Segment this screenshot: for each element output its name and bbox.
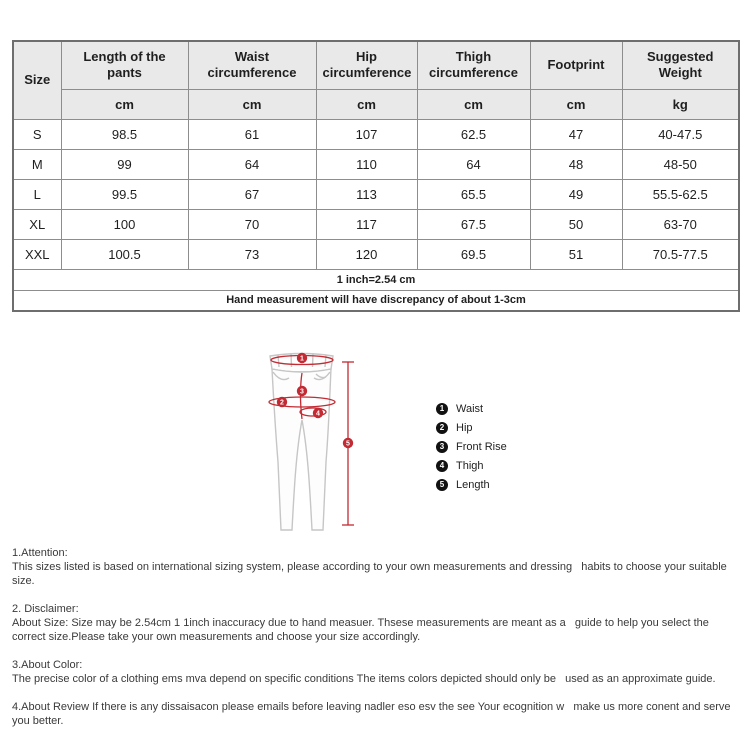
size-cell: M <box>13 149 61 179</box>
value-cell: 99 <box>61 149 188 179</box>
note-block <box>12 602 744 644</box>
legend-label: Length <box>456 478 490 491</box>
marker-2-hip <box>277 397 287 407</box>
value-cell: 65.5 <box>417 179 530 209</box>
value-cell: 107 <box>316 119 417 149</box>
value-cell: 120 <box>316 239 417 269</box>
footnote-text: Hand measurement will have discrepancy of about 1-3cm <box>13 290 739 311</box>
note-heading: 2. Disclaimer: <box>12 603 79 615</box>
legend-item <box>436 399 507 418</box>
legend-number-badge: 3 <box>436 441 448 453</box>
value-cell: 61 <box>188 119 316 149</box>
value-cell: 49 <box>530 179 622 209</box>
value-cell: 63-70 <box>622 209 739 239</box>
value-cell: 100 <box>61 209 188 239</box>
value-cell: 67 <box>188 179 316 209</box>
column-header: Waist circumference <box>188 41 316 89</box>
marker-1-waist <box>297 353 307 363</box>
svg-text:5: 5 <box>346 440 350 448</box>
column-header: Hip circumference <box>316 41 417 89</box>
value-cell: 113 <box>316 179 417 209</box>
value-cell: 69.5 <box>417 239 530 269</box>
size-table-head <box>13 41 739 119</box>
diagram-legend <box>436 399 507 494</box>
footnote-text: 1 inch=2.54 cm <box>13 269 739 290</box>
value-cell: 51 <box>530 239 622 269</box>
legend-label: Hip <box>456 421 473 434</box>
unit-header: cm <box>316 89 417 119</box>
pants-measurement-diagram <box>258 340 378 540</box>
unit-header: cm <box>530 89 622 119</box>
legend-item <box>436 418 507 437</box>
header-row <box>13 41 739 89</box>
footnote-row <box>13 269 739 290</box>
value-cell: 98.5 <box>61 119 188 149</box>
value-cell: 64 <box>188 149 316 179</box>
table-row <box>13 239 739 269</box>
size-cell: L <box>13 179 61 209</box>
size-cell: S <box>13 119 61 149</box>
svg-text:1: 1 <box>300 355 304 363</box>
note-body: 4.About Review If there is any dissaisacon please emails before leaving nadler eso esv the see Your ecognition w make us more conent and serve you better. <box>12 701 734 727</box>
marker-3-front-rise <box>297 386 307 396</box>
table-row <box>13 209 739 239</box>
value-cell: 47 <box>530 119 622 149</box>
column-header: Suggested Weight <box>622 41 739 89</box>
value-cell: 48-50 <box>622 149 739 179</box>
legend-number-badge: 5 <box>436 479 448 491</box>
value-cell: 48 <box>530 149 622 179</box>
note-block <box>12 546 744 588</box>
unit-row <box>13 89 739 119</box>
value-cell: 55.5-62.5 <box>622 179 739 209</box>
unit-header: kg <box>622 89 739 119</box>
notes-section <box>12 546 744 742</box>
value-cell: 62.5 <box>417 119 530 149</box>
column-header: Footprint <box>530 41 622 89</box>
legend-label: Thigh <box>456 459 484 472</box>
value-cell: 70 <box>188 209 316 239</box>
legend-number-badge: 4 <box>436 460 448 472</box>
value-cell: 99.5 <box>61 179 188 209</box>
note-body: This sizes listed is based on international sizing system, please according to your own measurements and dressing habits to choose your suitable size. <box>12 561 730 587</box>
size-cell: XXL <box>13 239 61 269</box>
unit-header: cm <box>417 89 530 119</box>
note-body: About Size: Size may be 2.54cm 1 1inch inaccuracy due to hand measuer. Thsese measurements are meant as a guide to help you select the correct size.Please take your own measurements and choose your size accordingly. <box>12 617 712 643</box>
legend-number-badge: 1 <box>436 403 448 415</box>
note-block <box>12 700 744 728</box>
note-body: The precise color of a clothing ems mva depend on specific conditions The items colors depicted should only be used as an approximate guide. <box>12 673 716 685</box>
note-block <box>12 658 744 686</box>
svg-text:4: 4 <box>316 410 320 418</box>
value-cell: 73 <box>188 239 316 269</box>
size-cell: XL <box>13 209 61 239</box>
value-cell: 117 <box>316 209 417 239</box>
value-cell: 70.5-77.5 <box>622 239 739 269</box>
unit-header: cm <box>61 89 188 119</box>
value-cell: 100.5 <box>61 239 188 269</box>
table-row <box>13 119 739 149</box>
value-cell: 64 <box>417 149 530 179</box>
value-cell: 50 <box>530 209 622 239</box>
size-table-body <box>13 119 739 269</box>
table-row <box>13 179 739 209</box>
svg-text:2: 2 <box>280 399 284 407</box>
column-header: Length of the pants <box>61 41 188 89</box>
legend-number-badge: 2 <box>436 422 448 434</box>
size-chart-table <box>12 40 740 312</box>
legend-item <box>436 456 507 475</box>
legend-label: Front Rise <box>456 440 507 453</box>
value-cell: 67.5 <box>417 209 530 239</box>
value-cell: 110 <box>316 149 417 179</box>
unit-header: cm <box>188 89 316 119</box>
svg-text:3: 3 <box>300 388 304 396</box>
table-row <box>13 149 739 179</box>
note-heading: 3.About Color: <box>12 659 83 671</box>
column-header: Thigh circumference <box>417 41 530 89</box>
size-table-foot <box>13 269 739 311</box>
value-cell: 40-47.5 <box>622 119 739 149</box>
column-header: Size <box>13 41 61 119</box>
marker-5-length <box>343 438 353 448</box>
legend-item <box>436 437 507 456</box>
legend-label: Waist <box>456 402 484 415</box>
legend-item <box>436 475 507 494</box>
note-heading: 1.Attention: <box>12 547 68 559</box>
marker-4-thigh <box>313 408 323 418</box>
footnote-row <box>13 290 739 311</box>
